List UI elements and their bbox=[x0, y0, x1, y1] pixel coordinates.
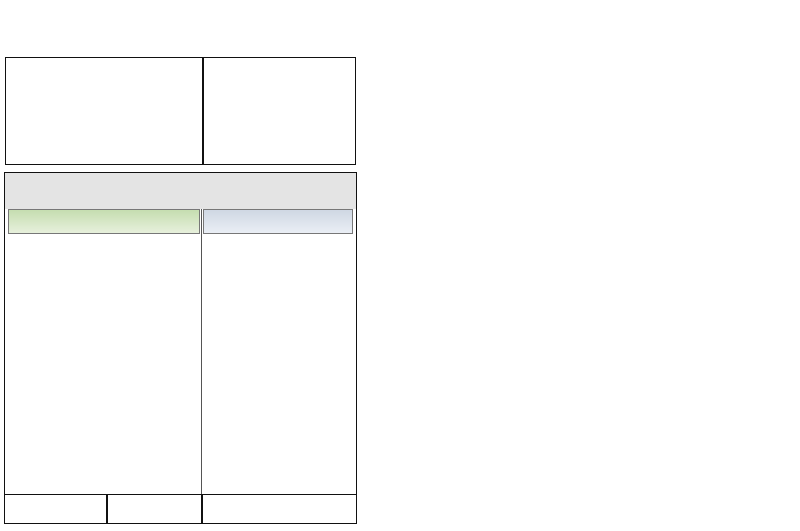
building-info-box bbox=[5, 57, 356, 165]
title-band bbox=[5, 173, 356, 209]
info-divider bbox=[202, 58, 204, 164]
delivered-energy-header bbox=[8, 209, 200, 234]
totals-divider-2 bbox=[201, 495, 203, 523]
building-totals-row bbox=[5, 494, 356, 523]
totals-divider-1 bbox=[106, 495, 108, 523]
energy-certificate-page bbox=[0, 0, 362, 531]
primary-energy-header bbox=[203, 209, 353, 234]
column-divider bbox=[201, 209, 202, 496]
